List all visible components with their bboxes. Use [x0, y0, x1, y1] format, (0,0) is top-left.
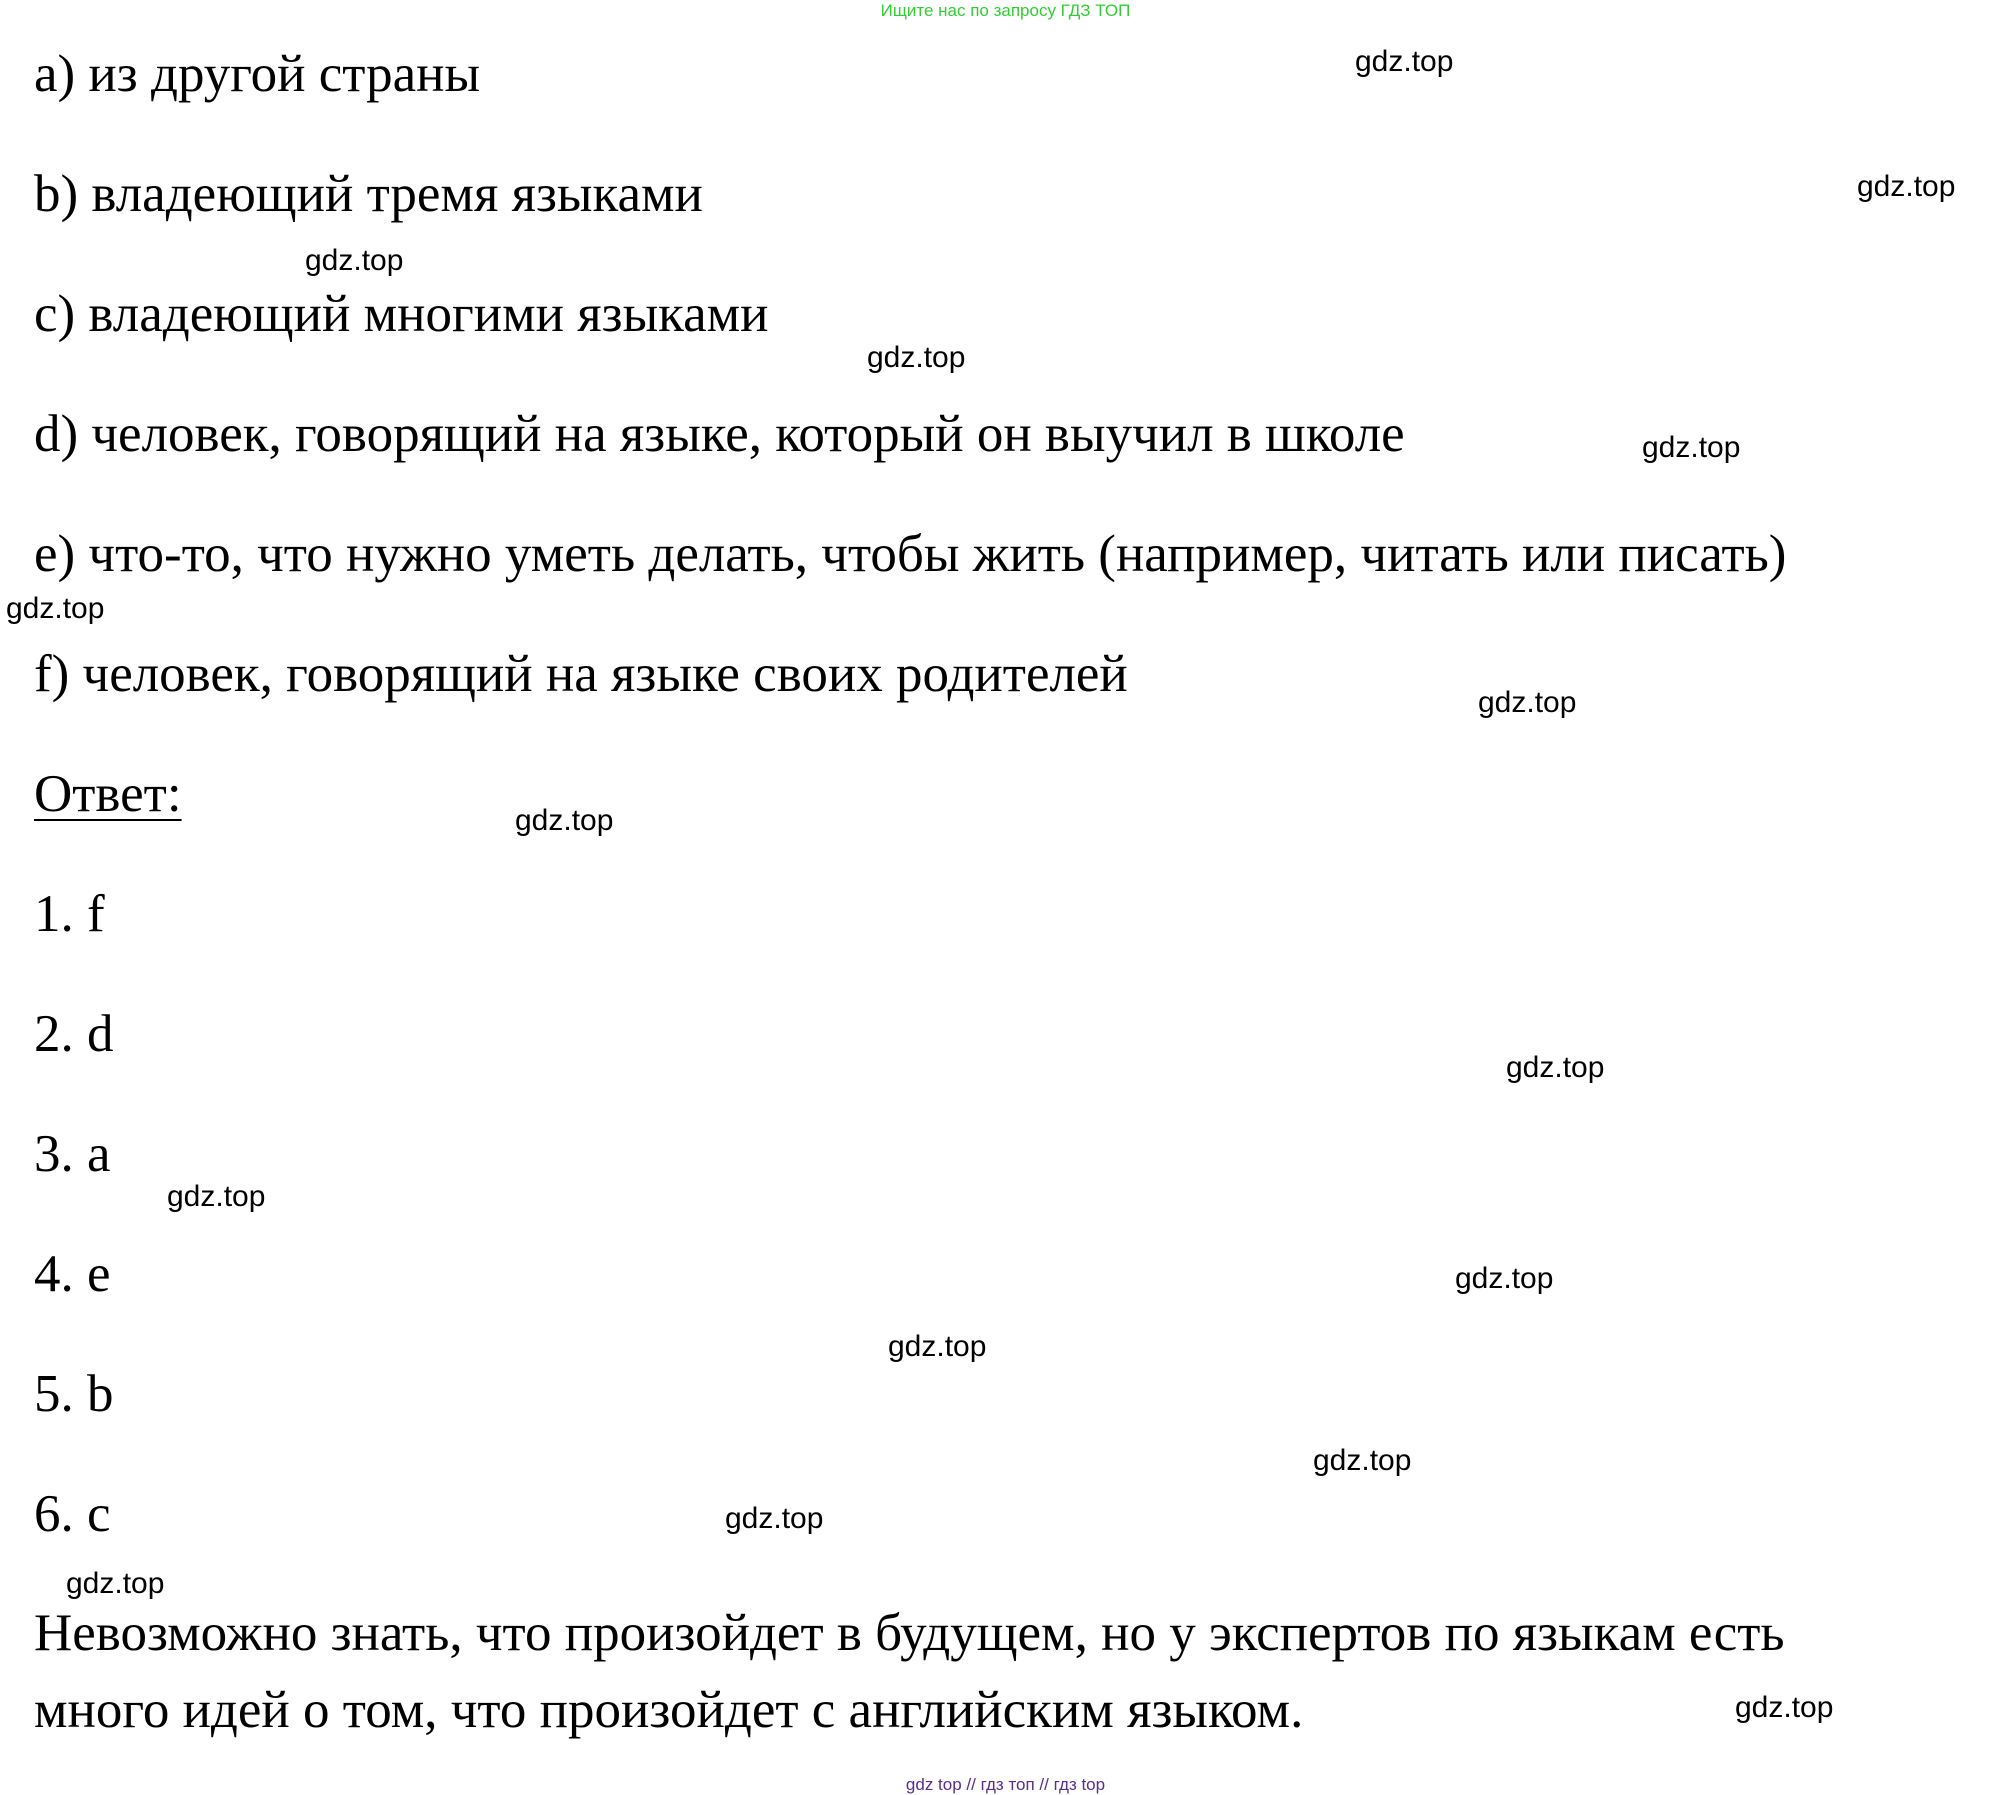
definition-e: e) что-то, что нужно уметь делать, чтобы жить (например, читать или писать): [34, 525, 1787, 583]
header-note: Ищите нас по запросу ГДЗ ТОП: [880, 1, 1131, 20]
definition-b: b) владеющий тремя языками: [34, 165, 703, 223]
paragraph-line-1: Невозможно знать, что произойдет в будущем, но у экспертов по языкам есть: [34, 1604, 1785, 1662]
definition-a: a) из другой страны: [34, 45, 481, 103]
answer-item: 2. d: [34, 1005, 114, 1063]
footer-note: gdz top // гдз топ // гдз top: [905, 1775, 1106, 1794]
answer-item: 1. f: [34, 885, 105, 943]
paragraph-line-2: много идей о том, что произойдет с английским языком.: [34, 1681, 1304, 1739]
watermark: gdz.top: [725, 1502, 824, 1535]
watermark: gdz.top: [1735, 1691, 1834, 1724]
watermark: gdz.top: [66, 1567, 165, 1600]
watermark: gdz.top: [515, 804, 614, 837]
answer-item: 6. c: [34, 1485, 111, 1543]
answer-heading: Ответ:: [34, 765, 182, 823]
watermark: gdz.top: [1313, 1444, 1412, 1477]
answer-item: 4. e: [34, 1245, 111, 1303]
answer-item: 5. b: [34, 1365, 114, 1423]
watermark: gdz.top: [1642, 431, 1741, 464]
definition-f: f) человек, говорящий на языке своих родителей: [34, 645, 1128, 703]
watermark: gdz.top: [867, 341, 966, 374]
watermark: gdz.top: [6, 592, 105, 625]
watermark: gdz.top: [1355, 45, 1454, 78]
watermark: gdz.top: [305, 244, 404, 277]
watermark: gdz.top: [1857, 170, 1956, 203]
watermark: gdz.top: [1506, 1051, 1605, 1084]
watermark: gdz.top: [1478, 686, 1577, 719]
watermark: gdz.top: [1455, 1262, 1554, 1295]
answer-item: 3. a: [34, 1125, 111, 1183]
watermark: gdz.top: [167, 1180, 266, 1213]
definition-c: c) владеющий многими языками: [34, 285, 769, 343]
watermark: gdz.top: [888, 1330, 987, 1363]
definition-d: d) человек, говорящий на языке, который он выучил в школе: [34, 405, 1405, 463]
